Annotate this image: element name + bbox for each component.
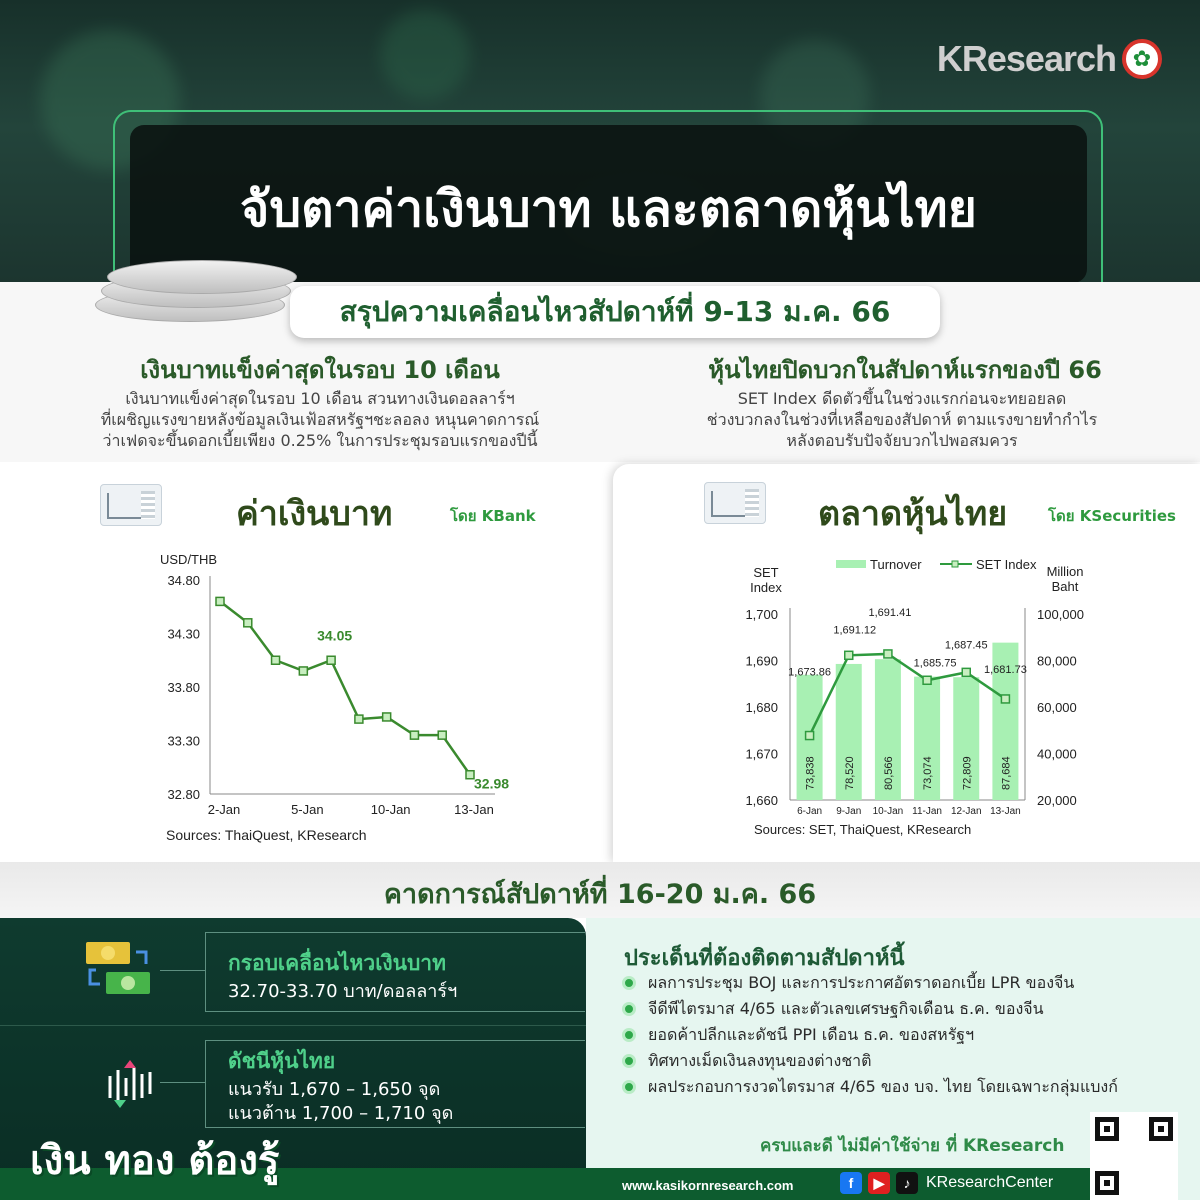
y-tick-label: 33.30 bbox=[167, 733, 200, 749]
x-tick-label: 13-Jan bbox=[454, 802, 494, 817]
left-axis-label: Index bbox=[750, 580, 782, 595]
set-index-chart bbox=[740, 552, 1100, 842]
data-point bbox=[884, 650, 892, 658]
stock-section-title: ตลาดหุ้นไทย bbox=[818, 494, 1008, 534]
data-point bbox=[962, 668, 970, 676]
data-point bbox=[923, 676, 931, 684]
social-handle[interactable]: KResearchCenter bbox=[926, 1174, 1054, 1191]
chart-analytics-icon bbox=[704, 482, 766, 524]
baht-forecast-value: 32.70-33.70 บาท/ดอลลาร์ฯ bbox=[228, 981, 458, 1002]
data-label: 32.98 bbox=[474, 775, 510, 792]
y-tick-label: 1,670 bbox=[745, 746, 778, 762]
baht-summary-text bbox=[30, 388, 610, 451]
y-tick-label: 1,680 bbox=[745, 700, 778, 715]
data-point bbox=[383, 713, 391, 721]
data-label: 1,691.41 bbox=[868, 606, 912, 619]
qr-eye bbox=[1095, 1171, 1119, 1195]
bullet-icon bbox=[622, 1080, 636, 1094]
watch-title: ประเด็นที่ต้องติดตามสัปดาห์นี้ bbox=[624, 946, 905, 971]
list-item-text: ผลประกอบการงวดไตรมาส 4/65 ของ บจ. ไทย โดยเฉพาะกลุ่มแบงก์ bbox=[648, 1076, 1118, 1096]
stock-resistance: แนวต้าน 1,700 – 1,710 จุด bbox=[228, 1103, 454, 1124]
baht-summary-line: ว่าเฟดจะขึ้นดอกเบี้ยเพียง 0.25% ในการประชุมรอบแรกของปีนี้ bbox=[102, 431, 538, 450]
facebook-icon[interactable]: f bbox=[840, 1172, 862, 1194]
data-label: 1,681.73 bbox=[984, 663, 1027, 676]
y-tick-label: 20,000 bbox=[1037, 793, 1077, 808]
x-tick-label: 2-Jan bbox=[207, 802, 241, 817]
qr-eye bbox=[1095, 1117, 1119, 1141]
x-tick-label: 10-Jan bbox=[872, 806, 904, 817]
stock-summary-text bbox=[612, 388, 1192, 451]
list-item bbox=[622, 970, 1192, 996]
y-tick-label: 34.80 bbox=[167, 573, 200, 588]
bar-value-label: 73,074 bbox=[922, 756, 935, 790]
kresearch-logo bbox=[937, 38, 1162, 80]
youtube-icon[interactable]: ▶ bbox=[868, 1172, 890, 1194]
website-link[interactable]: www.kasikornresearch.com bbox=[622, 1178, 794, 1193]
logo-text: KResearch bbox=[936, 38, 1116, 79]
y-tick-label: 80,000 bbox=[1037, 653, 1077, 669]
legend-marker bbox=[952, 561, 958, 567]
baht-section-source: โดย KBank bbox=[450, 507, 536, 525]
data-label: 1,691.12 bbox=[833, 624, 877, 637]
stock-summary-heading: หุ้นไทยปิดบวกในสัปดาห์แรกของปี 66 bbox=[708, 356, 1102, 384]
x-tick-label: 5-Jan bbox=[291, 802, 324, 817]
data-point bbox=[410, 731, 418, 739]
x-tick-label: 9-Jan bbox=[836, 806, 862, 817]
data-label: 34.05 bbox=[317, 627, 353, 644]
x-tick-label: 10-Jan bbox=[370, 802, 411, 817]
right-axis-label: Million bbox=[1046, 564, 1084, 579]
bar-value-label: 87,684 bbox=[1000, 756, 1013, 790]
panel-divider bbox=[0, 1025, 586, 1026]
x-tick-label: 6-Jan bbox=[797, 806, 823, 817]
list-item bbox=[622, 1048, 1192, 1074]
stock-candles-icon bbox=[104, 1058, 154, 1110]
bullet-icon bbox=[622, 1028, 636, 1042]
bullet-icon bbox=[622, 1054, 636, 1068]
y-tick-label: 32.80 bbox=[167, 787, 200, 802]
list-item-text: จีดีพีไตรมาส 4/65 และตัวเลขเศรษฐกิจเดือน ธ.ค. ของจีน bbox=[648, 998, 1044, 1018]
qr-eye bbox=[1149, 1117, 1173, 1141]
stock-summary-line: SET Index ดีดตัวขึ้นในช่วงแรกก่อนจะทยอยลด bbox=[737, 389, 1067, 408]
data-point bbox=[272, 656, 280, 664]
stock-summary-line: ช่วงบวกลงในช่วงที่เหลือของสัปดาห์ ตามแรงขายทำกำไร bbox=[706, 410, 1098, 429]
chart-source: Sources: SET, ThaiQuest, KResearch bbox=[754, 822, 972, 837]
page-title: จับตาค่าเงินบาท และตลาดหุ้นไทย bbox=[240, 180, 977, 238]
x-tick-label: 11-Jan bbox=[912, 806, 943, 817]
bar-value-label: 78,520 bbox=[843, 756, 856, 790]
right-axis-label: Baht bbox=[1051, 579, 1079, 594]
x-tick-label: 12-Jan bbox=[950, 806, 982, 817]
data-point bbox=[845, 651, 853, 659]
list-item-text: ยอดค้าปลีกและดัชนี PPI เดือน ธ.ค. ของสหรัฐฯ bbox=[648, 1024, 975, 1044]
chart-source: Sources: ThaiQuest, KResearch bbox=[166, 827, 367, 843]
stock-support: แนวรับ 1,670 – 1,650 จุด bbox=[228, 1079, 441, 1100]
week-summary-title: สรุปความเคลื่อนไหวสัปดาห์ที่ 9-13 ม.ค. 66 bbox=[290, 286, 940, 338]
bullet-icon bbox=[622, 1002, 636, 1016]
baht-summary-line: ที่เผชิญแรงขายหลังข้อมูลเงินเฟ้อสหรัฐฯชะลอลง หนุนคาดการณ์ bbox=[100, 410, 540, 429]
baht-summary-line: เงินบาทแข็งค่าสุดในรอบ 10 เดือน สวนทางเงินดอลลาร์ฯ bbox=[125, 389, 515, 408]
list-item bbox=[622, 1074, 1192, 1100]
data-point bbox=[806, 732, 814, 740]
bar-value-label: 72,809 bbox=[961, 756, 974, 790]
list-item bbox=[622, 1022, 1192, 1048]
list-item-text: ผลการประชุม BOJ และการประกาศอัตราดอกเบี้ย LPR ของจีน bbox=[648, 972, 1075, 992]
tiktok-icon[interactable]: ♪ bbox=[896, 1172, 918, 1194]
chart-analytics-icon bbox=[100, 484, 162, 526]
kbank-leaf-icon: ✿ bbox=[1122, 39, 1162, 79]
data-point bbox=[299, 667, 307, 675]
data-label: 1,685.75 bbox=[913, 657, 957, 670]
list-item-text: ทิศทางเม็ดเงินลงทุนของต่างชาติ bbox=[648, 1050, 872, 1070]
list-item bbox=[622, 996, 1192, 1022]
y-tick-label: 33.80 bbox=[167, 680, 200, 695]
bar-value-label: 80,566 bbox=[882, 756, 895, 790]
forecast-title: คาดการณ์สัปดาห์ที่ 16-20 ม.ค. 66 bbox=[383, 879, 817, 910]
legend-label: Turnover bbox=[870, 557, 922, 572]
watch-list bbox=[622, 970, 1192, 1100]
x-tick-label: 13-Jan bbox=[990, 806, 1021, 817]
bullet-icon bbox=[622, 976, 636, 990]
data-point bbox=[438, 731, 446, 739]
y-tick-label: 40,000 bbox=[1037, 746, 1077, 762]
qr-code-icon[interactable] bbox=[1090, 1112, 1178, 1200]
baht-summary-heading: เงินบาทแข็งค่าสุดในรอบ 10 เดือน bbox=[140, 356, 500, 384]
baht-line-chart bbox=[150, 548, 520, 848]
y-tick-label: 1,660 bbox=[745, 793, 778, 808]
coins-decoration bbox=[95, 252, 305, 332]
data-point bbox=[355, 715, 363, 723]
y-tick-label: 34.30 bbox=[167, 626, 200, 642]
data-label: 1,673.86 bbox=[788, 666, 831, 679]
data-point bbox=[244, 619, 252, 627]
y-tick-label: 60,000 bbox=[1037, 700, 1077, 715]
data-point bbox=[327, 656, 335, 664]
money-brand-logo: เงิน ทอง ต้องรู้ bbox=[30, 1138, 280, 1184]
data-label: 1,687.45 bbox=[944, 639, 988, 652]
stock-forecast-box bbox=[205, 1040, 585, 1128]
connector-line bbox=[160, 970, 206, 971]
legend-label: SET Index bbox=[976, 557, 1037, 572]
stock-section-source: โดย KSecurities bbox=[1048, 507, 1176, 525]
bar-value-label: 73,838 bbox=[804, 756, 817, 790]
data-point bbox=[1001, 695, 1009, 703]
legend-swatch-turnover bbox=[836, 560, 866, 568]
connector-line bbox=[160, 1082, 206, 1083]
currency-exchange-icon bbox=[84, 940, 154, 1000]
data-point bbox=[466, 771, 474, 779]
tagline: ครบและดี ไม่มีค่าใช้จ่าย ที่ KResearch bbox=[760, 1136, 1065, 1156]
data-point bbox=[216, 597, 224, 605]
y-axis-label: USD/THB bbox=[160, 552, 218, 567]
left-axis-label: SET bbox=[753, 565, 779, 580]
y-tick-label: 100,000 bbox=[1037, 607, 1084, 622]
baht-section-title: ค่าเงินบาท bbox=[236, 494, 393, 534]
y-tick-label: 1,690 bbox=[745, 653, 778, 669]
baht-forecast-label: กรอบเคลื่อนไหวเงินบาท bbox=[228, 951, 446, 975]
baht-forecast-box bbox=[205, 932, 585, 1012]
y-tick-label: 1,700 bbox=[745, 607, 778, 622]
stock-forecast-label: ดัชนีหุ้นไทย bbox=[228, 1049, 336, 1073]
stock-summary-line: หลังตอบรับปัจจัยบวกไปพอสมควร bbox=[786, 431, 1018, 450]
